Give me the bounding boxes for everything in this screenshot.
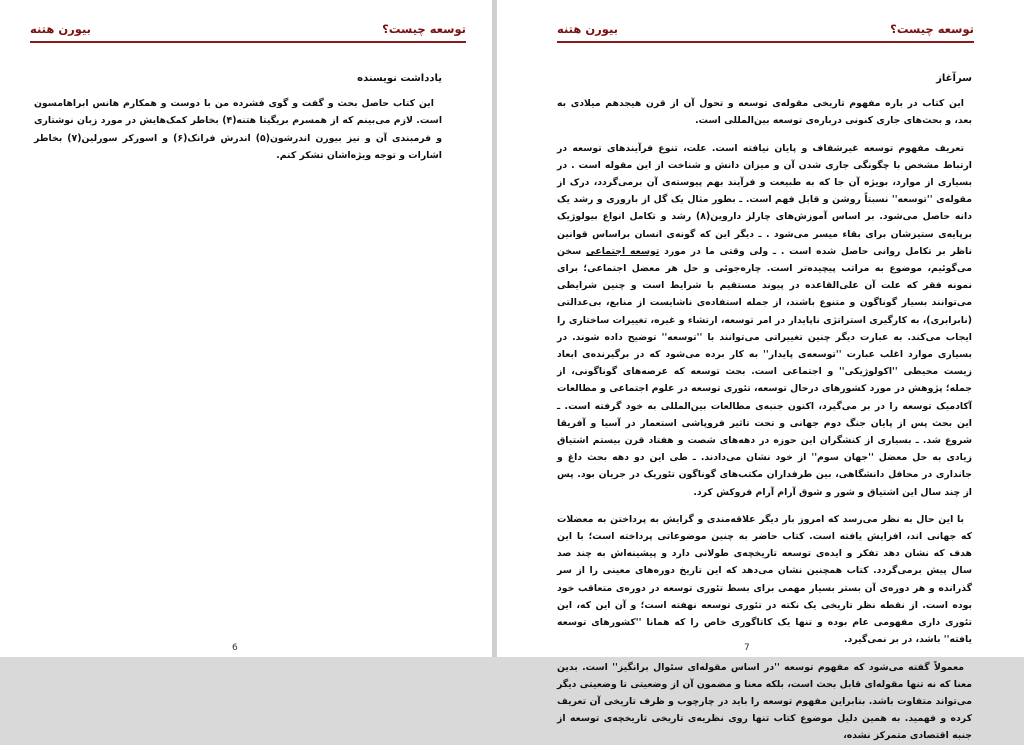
header-title: توسعه چیست؟ xyxy=(382,22,466,36)
paragraph: این کتاب حاصل بحث و گفت و گوی فشرده من با دوست و همکارم هانس ابراهامسون است. لازم می‌بینم که از همسرم بریگیتا هتنه(۴) بخاطر کمک‌هایش در مورد زبان نوشتاری و فرمبندی آن و نیز بیورن اندرشون(۵) اندرش فرانک(۶) و اسورکر سورلین(۷) بخاطر اشارات و توجه ویژه‌اشان تشکر کنم. xyxy=(34,98,443,161)
paragraph-definition xyxy=(557,140,972,501)
page-header xyxy=(30,22,466,38)
right-page xyxy=(497,0,1024,742)
page-number: 6 xyxy=(232,643,238,653)
paragraph-intro: این کتاب در باره مفهوم تاریخی مقوله‌ی توسعه و تحول آن از قرن هیجدهم میلادی به بعد، و بحث‌های جاری کنونی درباره‌ی توسعه بین‌المللی است. xyxy=(557,98,972,127)
page-content xyxy=(34,70,442,174)
page-number: 7 xyxy=(744,643,750,653)
paragraph-interest: با این حال به نظر می‌رسد که امروز بار دیگر علاقه‌مندی و گرایش به پرداختن به معضلات که جهانی اند، افزایش یافته است. کتاب حاضر به چنین موضوعاتی پرداخته است؛ با این هدف که نشان دهد تفکر و ایده‌ی توسعه تاریخچه‌ی طولانی دارد و پیشینه‌اش به چند صد سال پیش برمی‌گردد. کتاب همچنین نشان می‌دهد که این تاریخ دوره‌های معینی را از سر گذرانده و هر دوره‌ی آن بستر بسیار مهمی برای بسط تئوری توسعه در دوره‌ی متعاقب خود بوده است. از نقطه نظر تاریخی یک نکته در تئوری توسعه نهفته است؛ و آن این که، این تئوری داری مفهومی عام بوده و تنها یک کاتاگوری خاص را که همانا ''کشورهای توسعه یافته'' باشد، در بر نمی‌گیرد. xyxy=(557,513,972,646)
page-header xyxy=(557,22,974,38)
underlined-term: توسعه اجتماعی xyxy=(586,245,660,257)
section-heading: یادداشت نویسنده xyxy=(357,73,442,84)
paragraph-text: سخن می‌گوئیم، موضوع به مراتب پیچیده‌تر است. چاره‌جوئی و حل هر معضل اجتماعی؛ برای نمونه فقر که علت آن علی‌القاعده در پیوند مستقیم با شرایط است و چنین شرایطی می‌توانند بسیار گوناگون و متنوع باشند، از جمله استفاده‌ی ناشایست از منابع، بی‌عدالتی (نابرابری)، به کارگیری استراتژی ناپایدار در امر توسعه، ارتشاء و غیره، تغییرات ساختاری را ایجاب می‌کند. به عبارت دیگر چنین تغییراتی می‌توانند با ''توسعه'' توضیح داده شوند. در بسیاری موارد اغلب عبارت ''توسعه‌ی پایدار'' به کار برده می‌شود که در برگیرنده‌ی ابعاد زیست محیطی ''اکولوژیکی'' و اجتماعی است. بحث توسعه که عرصه‌های گوناگونی، از جمله؛ پژوهش در مورد کشورهای درحال توسعه، تئوری توسعه در علوم اجتماعی و مطالعات آکادمیک توسعه را در بر می‌گیرد، اکنون جنبه‌ی مطالعات بین‌المللی به خود گرفته است. ـ این بحث پس از پایان جنگ دوم جهانی و تحت تاثیر فروپاشی استعمار در آسیا و آفریقا شروع شد. ـ بسیاری از کنشگران این حوزه در دهه‌های شصت و هفتاد قرن بیستم اشتیاق زیادی به حل معضل ''جهان سوم'' از خود نشان می‌دادند. ـ طی این دو دهه بحث داغ و جانداری در محافل دانشگاهی، بین طرفداران مکتب‌های گوناگون تئوریک در جریان بود. پس از چند سال این اشتیاق و شور و شوق آرام آرام فروکش کرد. xyxy=(557,245,972,498)
header-author: بیورن هتنه xyxy=(30,22,91,36)
header-rule xyxy=(30,41,466,43)
header-author: بیورن هتنه xyxy=(557,22,618,36)
page-content xyxy=(557,70,972,745)
section-heading: سرآغاز xyxy=(936,73,972,84)
header-rule xyxy=(557,41,974,43)
header-title: توسعه چیست؟ xyxy=(890,22,974,36)
left-page xyxy=(0,0,492,657)
paragraph-text: تعریف مفهوم توسعه غیرشفاف و پایان نیافته است. علت، تنوع فرآیندهای توسعه در ارتباط مشخص با چگونگی جاری شدن آن و میزان دانش و شناخت از این مقوله است . در بسیاری از موارد، بویژه آن جا که به طبیعت و فرآیند بهم پیوسته‌ی آن برمی‌گردد، درک از مقوله‌ی ''توسعه'' نسبتاً روشن و قابل فهم است. ـ بطور مثال یک گل از باروری و رشد یک دانه حاصل می‌شود. بر اساس آموزش‌های چارلز داروین(۸) رشد و تکامل انواع بیولوژیک برپایه‌ی ستیزشان برای بقاء میسر می‌شود . ـ دیگر این که گونه‌ی انسان براساس قوانین ناظر بر تکامل روانی حاصل شده است . ـ ولی وقتی ما در مورد xyxy=(557,142,973,257)
paragraph-concept: معمولاً گفته می‌شود که مفهوم توسعه ''در اساس مقوله‌ای سئوال برانگیز'' است. بدین معنا که نه تنها مقوله‌ای قابل بحث است، بلکه معنا و مضمون آن از وضعیتی تا وضعیتی دیگر می‌تواند متفاوت باشد. بنابراین مفهوم توسعه را باید در چارچوب و ظرف تاریخی آن تعریف کرده و فهمید. به همین دلیل موضوع کتاب تنها روی نظریه‌ی تاریخی تاریخچه‌ی توسعه از جنبه اقتصادی متمرکز نشده، xyxy=(557,661,972,742)
